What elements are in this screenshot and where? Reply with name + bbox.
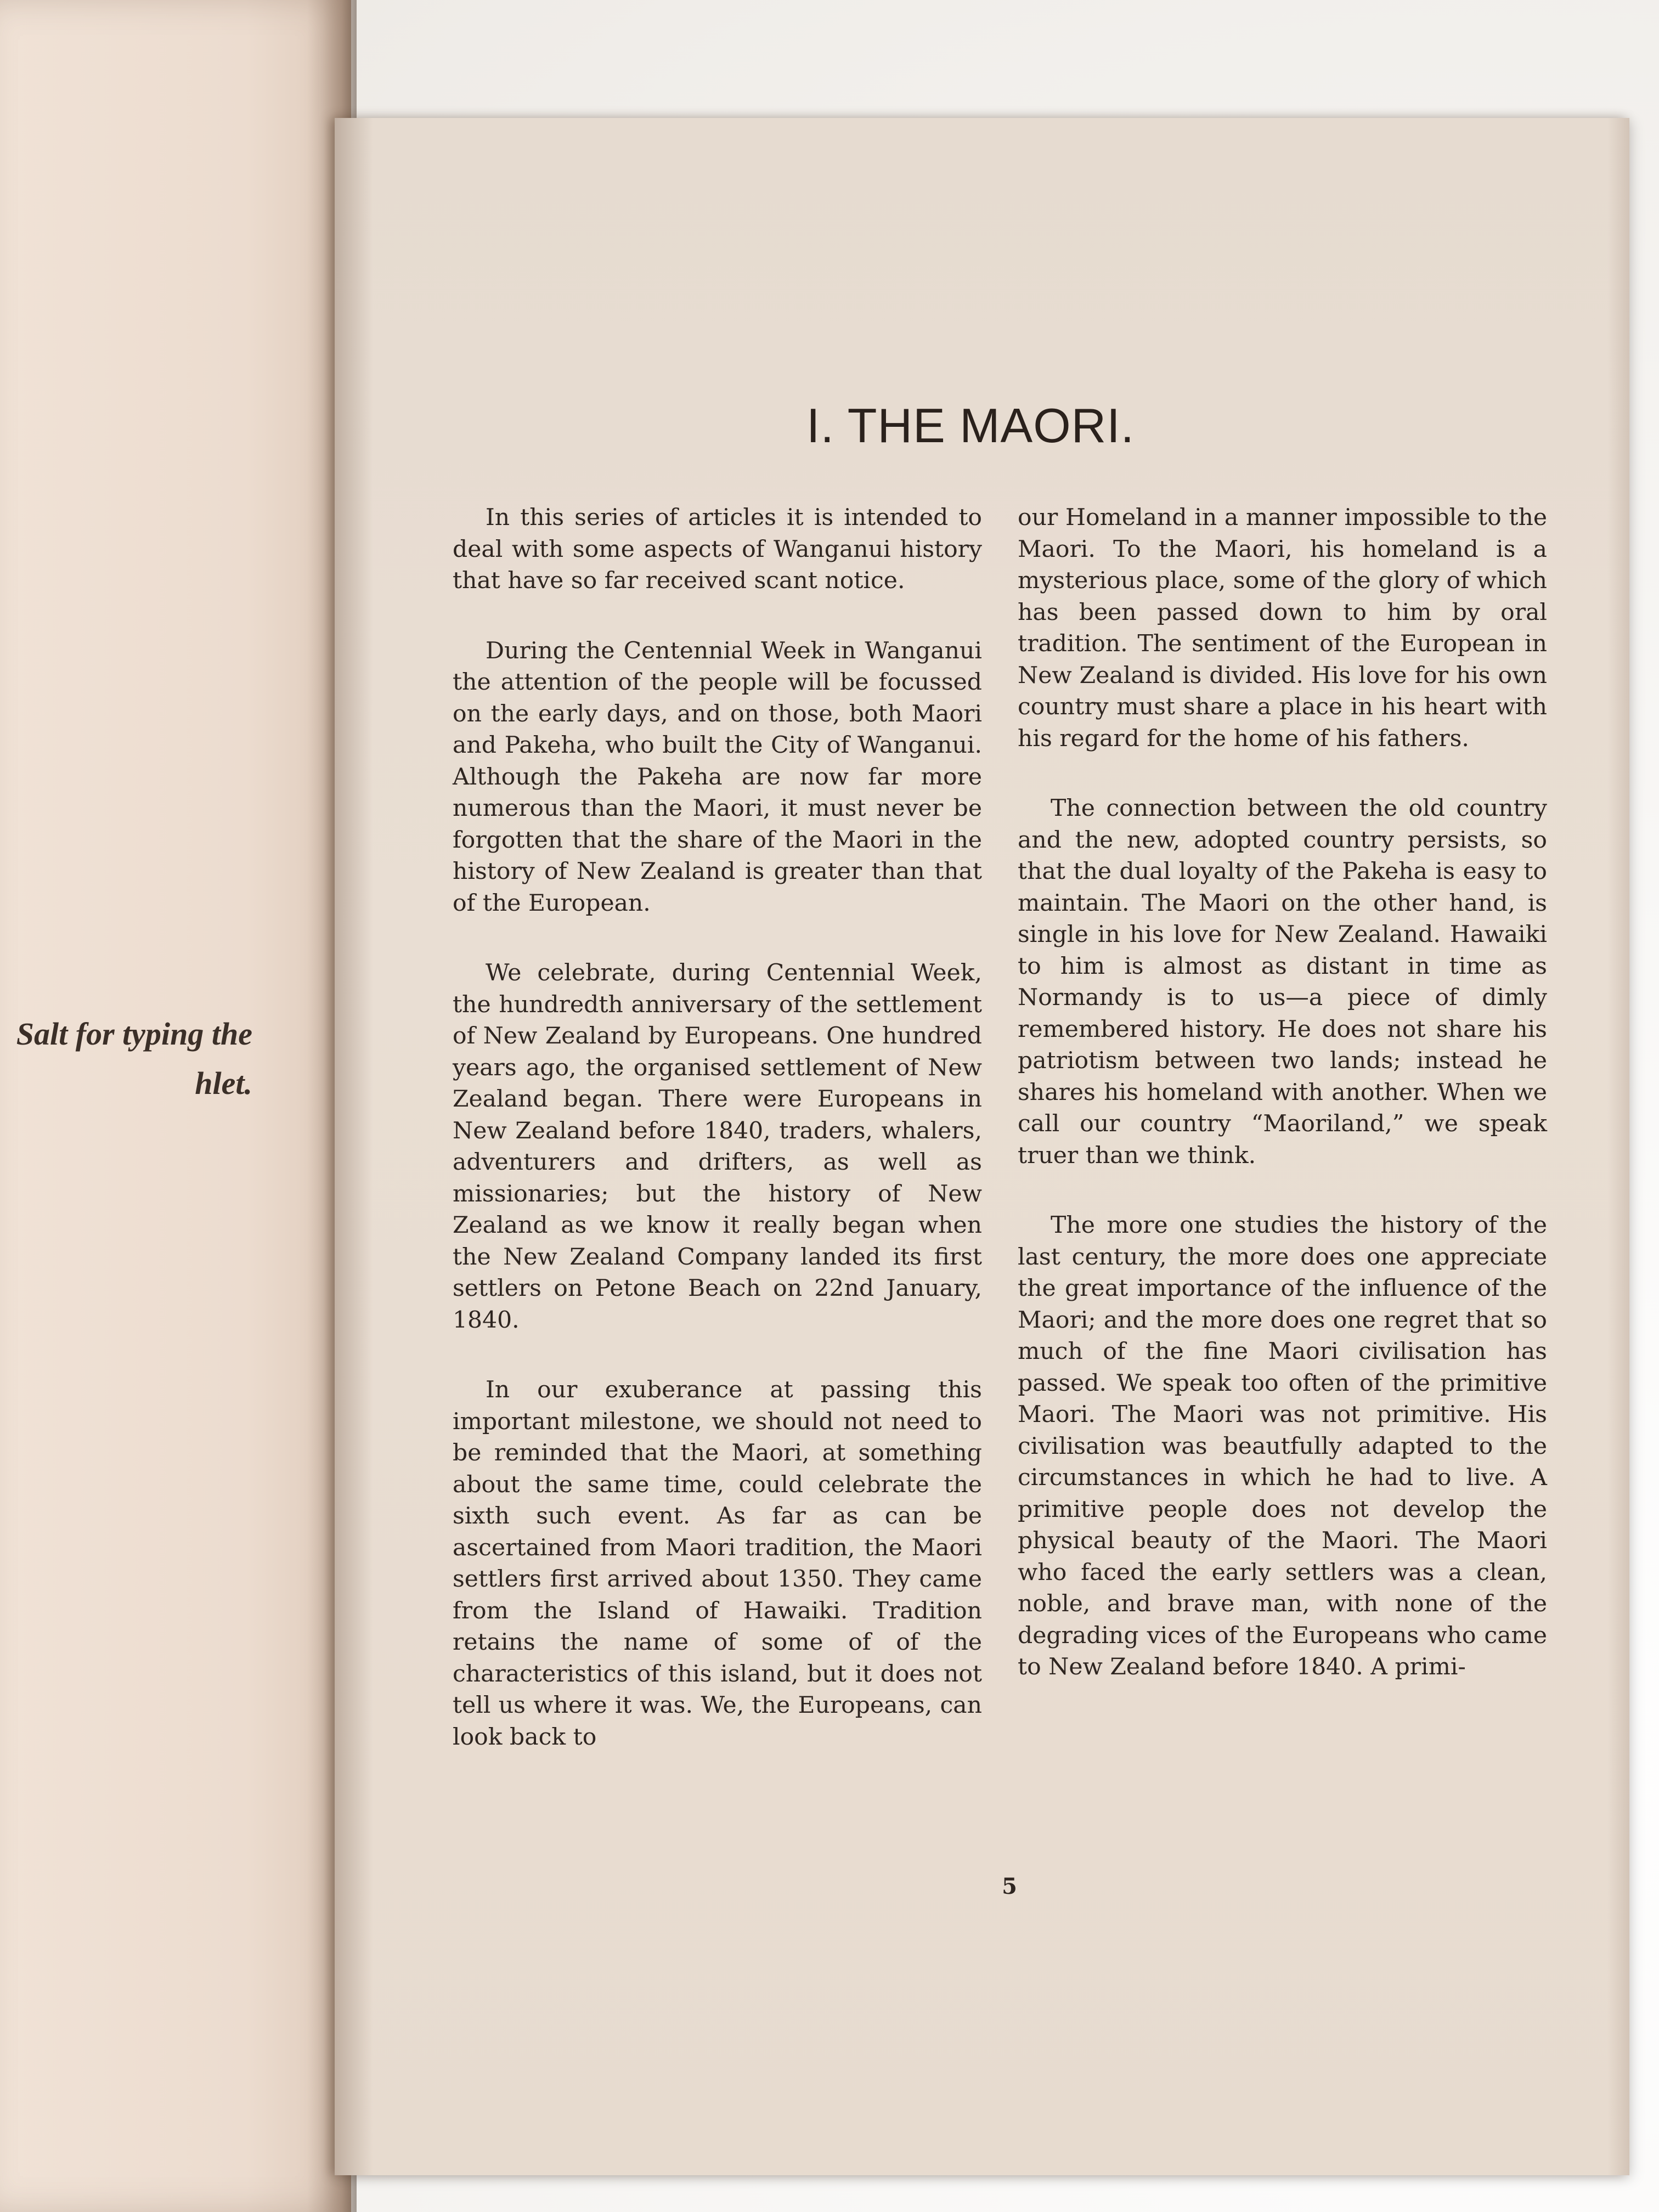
right-page: [335, 118, 1629, 2175]
paragraph: In this series of articles it is intended to deal with some aspects of Wanganui history that have so far received scant notice.: [453, 504, 982, 594]
paragraph: The more one studies the history of the last century, the more does one appreciate the great importance of the influence of the Maori; and the more does one regret that so much of the fine Maori civilisation has passed. We speak too often of the primitive Maori. The Maori was not primitive. His civilisation was beautfully adapted to the circumstances in which he had to live. A primitive people does not develop the physical beauty of the Maori. The Maori who faced the early settlers was a clean, noble, and brave man, with none of the degrading vices of the Europeans who came to New Zealand before 1840. A primi-: [1018, 1212, 1547, 1680]
page-edge: [1607, 118, 1629, 2175]
text-column-right: [1018, 502, 1547, 1722]
text-column-left: [453, 502, 982, 1791]
left-page-fragment: [0, 1009, 252, 1108]
left-page-line: Salt for typing the: [16, 1016, 252, 1052]
left-page: [0, 0, 351, 2212]
paragraph: The connection between the old country and the new, adopted country persists, so that the dual loyalty of the Pakeha is easy to maintain. The Maori on the other hand, is single in his love for New Zealand. Hawaiki to him is almost as distant in time as Normandy is to us—a piece of dimly remembered history. He does not share his patriotism between two lands; instead he shares his homeland with another. When we call our country “Maoriland,” we speak truer than we think.: [1018, 795, 1547, 1169]
gutter-shadow: [335, 118, 373, 2175]
left-page-line: hlet.: [195, 1065, 252, 1101]
paragraph: We celebrate, during Centennial Week, the hundredth anniversary of the settlement of New Zealand by Europeans. One hundred years ago, the organised settlement of New Zealand began. There were Europeans in New Zealand before 1840, traders, whalers, adventurers and drifters, as well as missionaries; but the history of New Zealand as we know it really began when the New Zealand Company landed its first settlers on Petone Beach on 22nd January, 1840.: [453, 960, 982, 1334]
paragraph: During the Centennial Week in Wanganui the attention of the people will be focussed on the early days, and on those, both Maori and Pakeha, who built the City of Wanganui. Although the Pakeha are now far more numerous than the Maori, it must never be forgotten that the share of the Maori in the history of New Zealand is greater than that of the European.: [453, 637, 982, 917]
paragraph: our Homeland in a manner impossible to the Maori. To the Maori, his homeland is a mysterious place, some of the glory of which has been passed down to him by oral tradition. The sentiment of the European in New Zealand is divided. His love for his own country must share a place in his heart with his regard for the home of his fathers.: [1018, 504, 1547, 752]
page-number: 5: [1002, 1874, 1017, 1899]
paragraph: In our exuberance at passing this important milestone, we should not need to be reminded that the Maori, at something about the same time, could celebrate the sixth such event. As far as can be ascertained from Maori tradition, the Maori settlers first arrived about 1350. They came from the Island of Hawaiki. Tradition retains the name of some of of the characteristics of this island, but it does not tell us where it was. We, the Europeans, can look back to: [453, 1376, 982, 1751]
chapter-title: I. THE MAORI.: [806, 398, 1135, 453]
